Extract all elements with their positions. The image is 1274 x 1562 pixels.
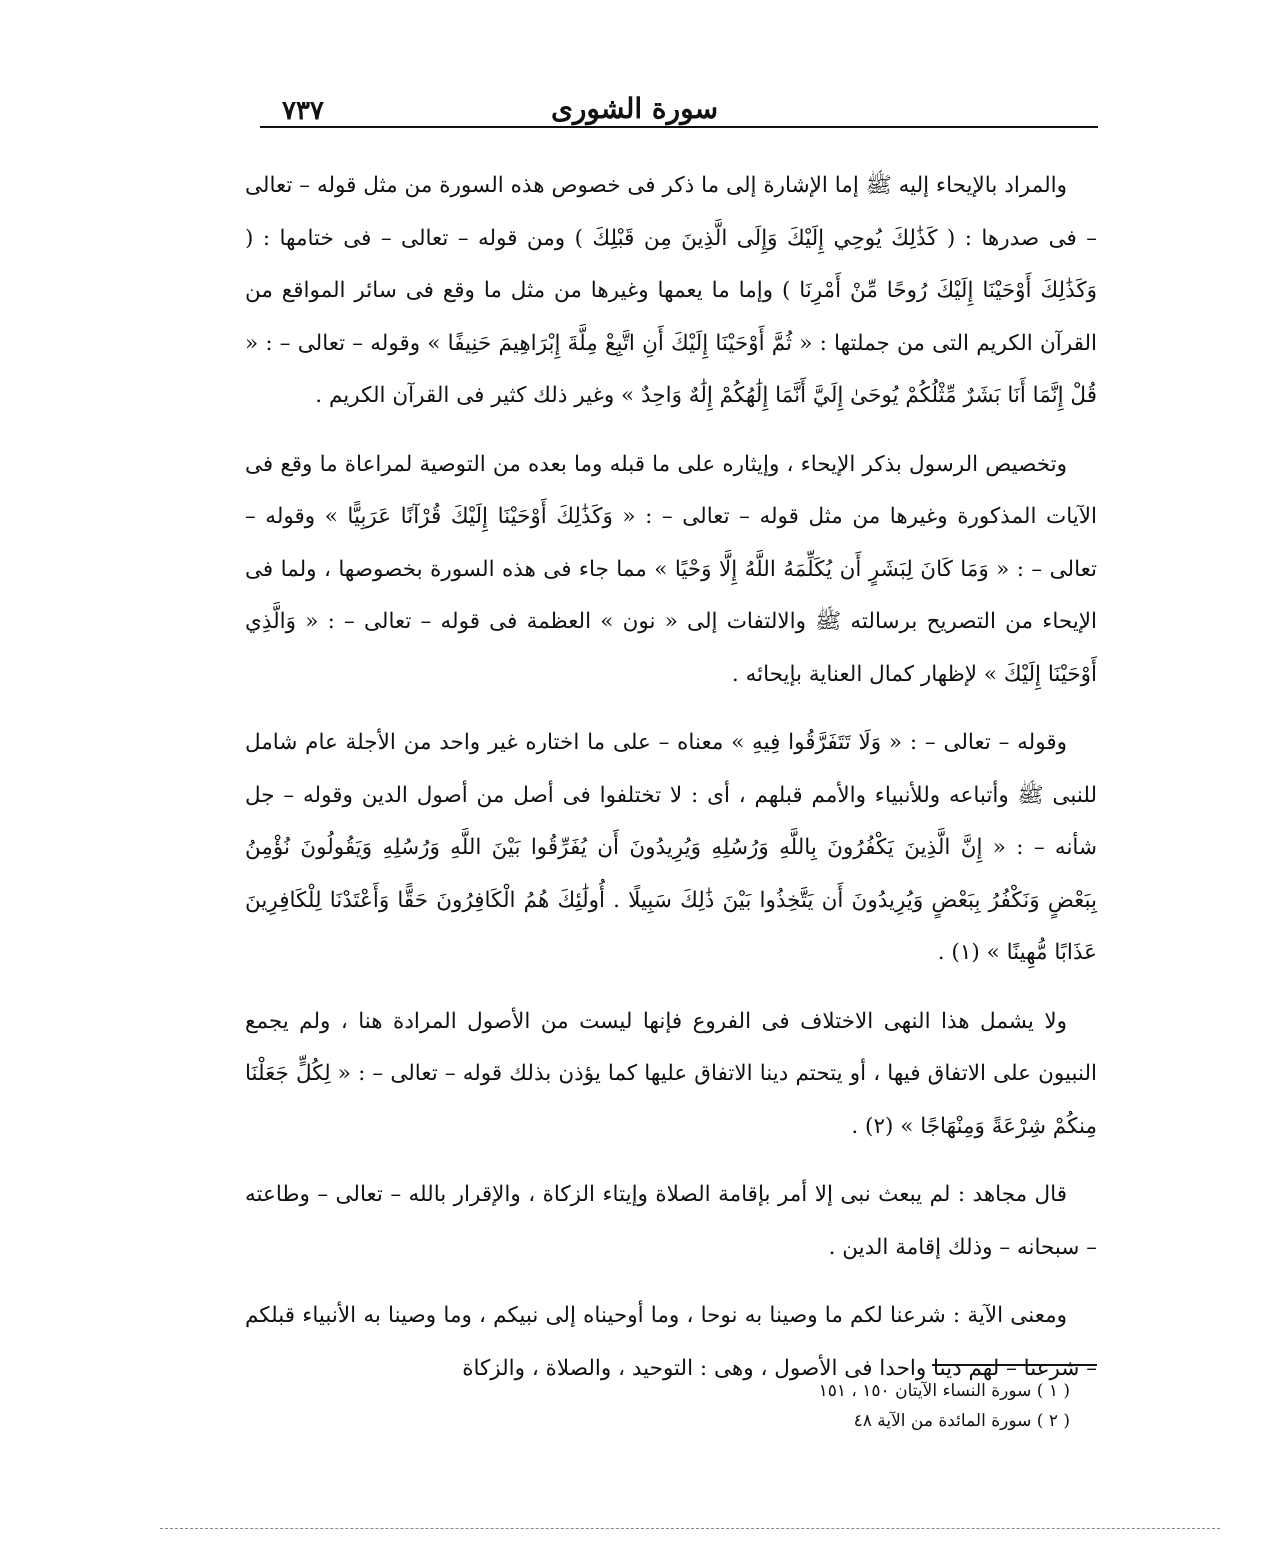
paragraph: ولا يشمل هذا النهى الاختلاف فى الفروع فإنها ليست من الأصول المرادة هنا ، ولم يجمع النبيون على الاتفاق فيها ، أو يتحتم دينا الاتفاق عليها كما يؤذن بذلك قوله – تعالى – : « لِكُلٍّ جَعَلْنَا مِنكُمْ شِرْعَةً وَمِنْهَاجًا » (٢) . xyxy=(245,1008,1097,1139)
header-rule xyxy=(260,126,1098,128)
scan-edge-line xyxy=(160,1528,1220,1529)
paragraph: والمراد بالإيحاء إليه ﷺ إما الإشارة إلى ما ذكر فى خصوص هذه السورة من مثل قوله – تعالى – فى صدرها : ( كَذَٰلِكَ يُوحِي إِلَيْكَ وَإِلَى الَّذِينَ مِن قَبْلِكَ ) ومن قوله – تعالى – فى ختامها : ( وَكَذَٰلِكَ أَوْحَيْنَا إِلَيْكَ رُوحًا مِّنْ أَمْرِنَا ) وإما ما يعمها وغيرها من مثل ما وقع فى سائر المواقع من القرآن الكريم التى من جملتها : « ثُمَّ أَوْحَيْنَا إِلَيْكَ أَنِ اتَّبِعْ مِلَّةَ إِبْرَاهِيمَ حَنِيفًا » وقوله – تعالى – : « قُلْ إِنَّمَا أَنَا بَشَرٌ مِّثْلُكُمْ يُوحَىٰ إِلَيَّ أَنَّمَا إِلَٰهُكُمْ إِلَٰهٌ وَاحِدٌ » وغير ذلك كثير فى القرآن الكريم . xyxy=(245,173,1097,408)
paragraph: قال مجاهد : لم يبعث نبى إلا أمر بإقامة الصلاة وإيتاء الزكاة ، والإقرار بالله – تعالى – وطاعته – سبحانه – وذلك إقامة الدين . xyxy=(245,1182,1097,1260)
surah-title: سورة الشورى xyxy=(550,92,719,125)
footnote: ( ١ ) سورة النساء الآيتان ١٥٠ ، ١٥١ xyxy=(818,1381,1070,1401)
paragraph: وتخصيص الرسول بذكر الإيحاء ، وإيثاره على ما قبله وما بعده من التوصية لمراعاة ما وقع فى الآيات المذكورة وغيرها من مثل قوله – تعالى – : « وَكَذَٰلِكَ أَوْحَيْنَا إِلَيْكَ قُرْآنًا عَرَبِيًّا » وقوله – تعالى – : « وَمَا كَانَ لِبَشَرٍ أَن يُكَلِّمَهُ اللَّهُ إِلَّا وَحْيًا » مما جاء فى هذه السورة بخصوصها ، ولما فى الإيحاء من التصريح برسالته ﷺ والالتفات إلى « نون » العظمة فى قوله – تعالى – : « وَالَّذِي أَوْحَيْنَا إِلَيْكَ » لإظهار كمال العناية بإيحائه . xyxy=(245,451,1097,687)
page-header xyxy=(172,92,1097,128)
paragraph: وقوله – تعالى – : « وَلَا تَتَفَرَّقُوا فِيهِ » معناه – على ما اختاره غير واحد من الأجلة عام شامل للنبى ﷺ وأتباعه وللأنبياء والأمم قبلهم ، أى : لا تختلفوا فى أصل من أصول الدين وقوله – جل شأنه – : « إِنَّ الَّذِينَ يَكْفُرُونَ بِاللَّهِ وَرُسُلِهِ وَيُرِيدُونَ أَن يُفَرِّقُوا بَيْنَ اللَّهِ وَرُسُلِهِ وَيَقُولُونَ نُؤْمِنُ بِبَعْضٍ وَنَكْفُرُ بِبَعْضٍ وَيُرِيدُونَ أَن يَتَّخِذُوا بَيْنَ ذَٰلِكَ سَبِيلًا . أُولَٰئِكَ هُمُ الْكَافِرُونَ حَقًّا وَأَعْتَدْنَا لِلْكَافِرِينَ عَذَابًا مُّهِينًا » (١) . xyxy=(245,730,1097,965)
footnote: ( ٢ ) سورة المائدة من الآية ٤٨ xyxy=(853,1411,1070,1431)
page-body xyxy=(245,160,1097,1411)
footnote-separator xyxy=(932,1364,1097,1366)
page-number: ٧٣٧ xyxy=(282,96,324,126)
paragraph: ومعنى الآية : شرعنا لكم ما وصينا به نوحا ، وما أوحيناه إلى نبيكم ، وما وصينا به الأنبياء قبلكم – شرعنا – لهم دينا واحدا فى الأصول ، وهى : التوحيد ، والصلاة ، والزكاة xyxy=(245,1303,1097,1381)
footnotes xyxy=(600,1376,1070,1436)
